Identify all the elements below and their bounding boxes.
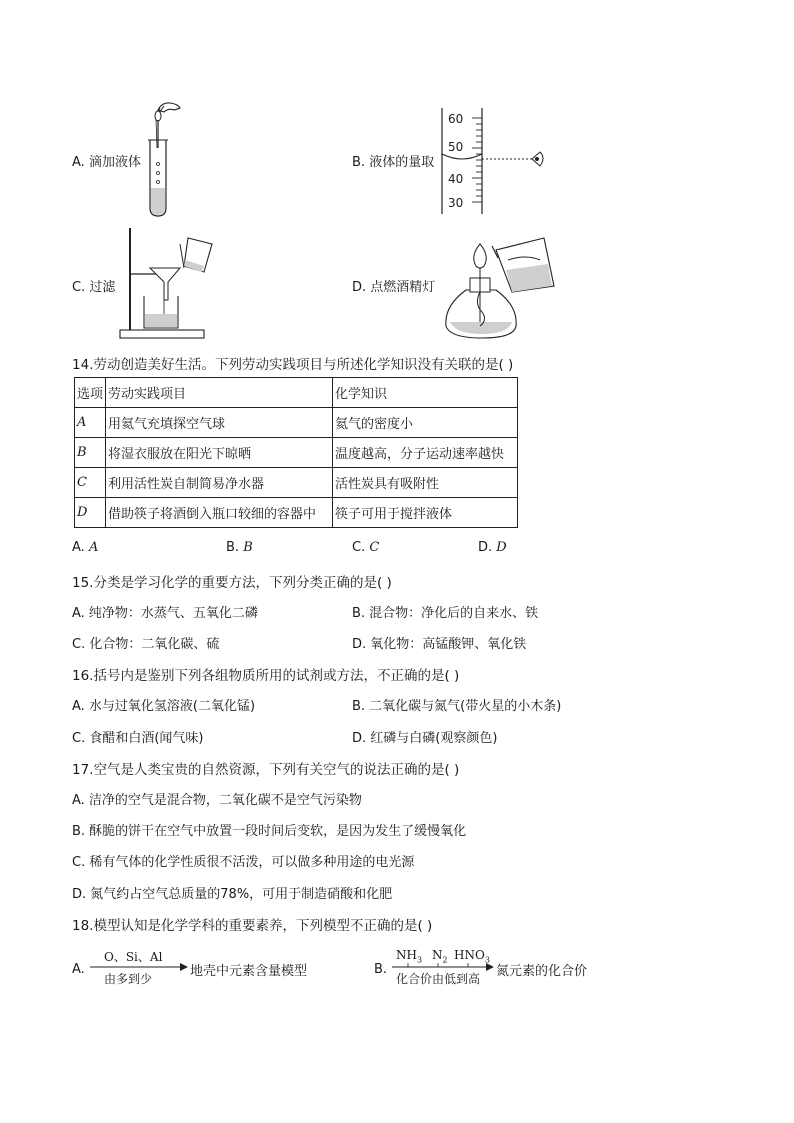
q14-table [74,377,518,528]
q14-option-c[interactable] [352,540,379,555]
q13-option-b[interactable] [352,151,434,170]
q16-stem: 16.括号内是鉴别下列各组物质所用的试剂或方法，不正确的是( ) [72,668,460,684]
dropper-test-tube-figure [140,98,190,220]
table-row [75,438,518,468]
q13-option-a[interactable] [72,151,141,170]
filtration-figure [118,224,218,342]
q15-option-a[interactable]: A. 纯净物：水蒸气、五氧化二磷 [72,606,258,621]
q14-stem: 14.劳动创造美好生活。下列劳动实践项目与所述化学知识没有关联的是( ) [72,357,514,373]
q18-option-b[interactable] [374,946,634,990]
table-row [75,498,518,528]
option-letter: B. [352,155,366,170]
table-header-row [75,378,518,408]
q13-option-c[interactable] [72,276,115,295]
option-letter: D. [352,280,367,295]
option-text: 点燃酒精灯 [370,280,436,295]
q16-option-d[interactable]: D. 红磷与白磷(观察颜色) [352,731,498,746]
header-project: 劳动实践项目 [106,378,333,408]
option-text: 过滤 [89,280,116,295]
q17-option-d[interactable]: D. 氮气约占空气总质量的78%，可用于制造硝酸和化肥 [72,887,393,902]
q17-option-c[interactable]: C. 稀有气体的化学性质很不活泼，可以做多种用途的电光源 [72,855,415,870]
table-row [75,408,518,438]
row-key: A [75,408,106,438]
q14-option-a[interactable] [72,540,98,555]
q18-option-a[interactable] [72,946,352,990]
q13-option-d[interactable] [352,276,435,295]
cylinder-mark-30: 30 [448,196,464,210]
header-option: 选项 [75,378,106,408]
q15-option-c[interactable]: C. 化合物：二氧化碳、硫 [72,637,220,652]
q15-option-d[interactable]: D. 氧化物：高锰酸钾、氧化铁 [352,637,527,652]
option-letter: B. [226,540,240,555]
q17-option-b[interactable]: B. 酥脆的饼干在空气中放置一段时间后变软，是因为发生了缓慢氧化 [72,824,467,839]
option-text: 滴加液体 [88,155,141,170]
row-project: 利用活性炭自制简易净水器 [106,468,333,498]
q14-option-d[interactable] [478,540,507,555]
cylinder-mark-40: 40 [448,172,464,186]
q18-stem: 18.模型认知是化学学科的重要素养，下列模型不正确的是( ) [72,918,433,934]
table-row [75,468,518,498]
row-key: C [75,468,106,498]
option-letter: D. [478,540,493,555]
row-project: 将湿衣服放在阳光下晾晒 [106,438,333,468]
option-text: D [496,540,507,555]
row-key: B [75,438,106,468]
option-text: 液体的量取 [369,155,435,170]
row-knowledge: 温度越高，分子运动速率越快 [333,438,518,468]
cylinder-mark-50: 50 [448,140,464,154]
q14-option-b[interactable] [226,540,253,555]
q17-option-a[interactable]: A. 洁净的空气是混合物，二氧化碳不是空气污染物 [72,793,362,808]
cylinder-mark-60: 60 [448,112,464,126]
option-text: A [88,540,99,555]
q17-stem: 17.空气是人类宝贵的自然资源，下列有关空气的说法正确的是( ) [72,762,460,778]
graduated-cylinder-figure [440,104,550,216]
row-key: D [75,498,106,528]
species-n2: $N_2$ [432,948,448,965]
header-knowledge: 化学知识 [333,378,518,408]
row-knowledge: 氦气的密度小 [333,408,518,438]
q16-option-a[interactable]: A. 水与过氧化氢溶液(二氧化锰) [72,699,256,714]
option-letter: C. [352,540,366,555]
arrow-below-label: 化合价由低到高 [396,972,481,986]
arrow-above-label: O、Si、Al [104,950,163,964]
option-letter: B. [374,962,388,977]
alcohol-lamp-figure [436,230,560,342]
row-project: 用氦气充填探空气球 [106,408,333,438]
q15-option-b[interactable]: B. 混合物：净化后的自来水、铁 [352,606,539,621]
row-knowledge: 活性炭具有吸附性 [333,468,518,498]
option-text: B [243,540,253,555]
option-letter: A. [72,540,85,555]
q16-option-c[interactable]: C. 食醋和白酒(闻气味) [72,731,204,746]
species-hno3: $HNO_3$ [454,948,490,965]
option-text: C [369,540,380,555]
species-nh3: $NH_3$ [396,948,423,965]
q16-option-b[interactable]: B. 二氧化碳与氮气(带火星的小木条) [352,699,562,714]
row-knowledge: 筷子可用于搅拌液体 [333,498,518,528]
option-letter: A. [72,962,85,977]
model-result: 地壳中元素含量模型 [190,964,308,979]
arrow-below-label: 由多到少 [104,972,153,986]
row-project: 借助筷子将酒倒入瓶口较细的容器中 [106,498,333,528]
option-letter: C. [72,280,86,295]
q15-stem: 15.分类是学习化学的重要方法，下列分类正确的是( ) [72,575,392,591]
option-letter: A. [72,155,85,170]
model-result: 氮元素的化合价 [496,964,588,979]
